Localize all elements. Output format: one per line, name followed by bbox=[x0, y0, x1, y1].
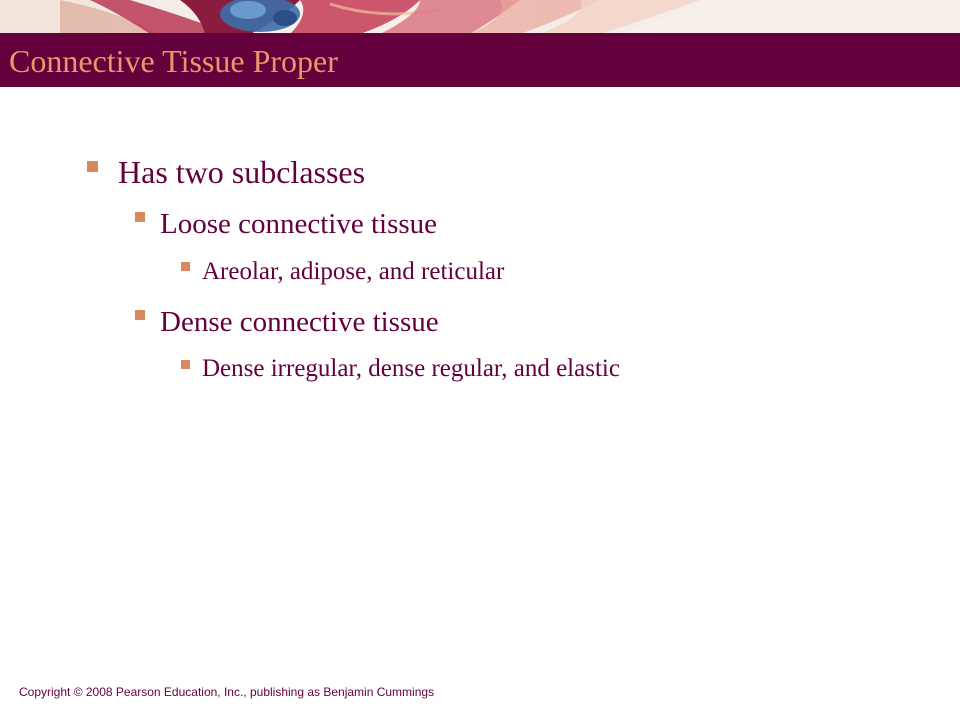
bullet-square-icon bbox=[87, 161, 98, 172]
bullet-level2: Loose connective tissue bbox=[160, 208, 438, 240]
bullet-square-icon bbox=[181, 360, 190, 369]
bullet-level1: Has two subclasses bbox=[118, 154, 366, 190]
slide-title: Connective Tissue Proper bbox=[9, 43, 338, 79]
bullet-square-icon bbox=[181, 262, 190, 271]
bullet-square-icon bbox=[135, 310, 145, 320]
bullet-level3: Areolar, adipose, and reticular bbox=[202, 258, 505, 285]
bullet-square-icon bbox=[135, 212, 145, 222]
bullet-level2: Dense connective tissue bbox=[160, 306, 439, 338]
copyright-footer: Copyright © 2008 Pearson Education, Inc., publishing as Benjamin Cummings bbox=[19, 685, 435, 699]
bullet-level3: Dense irregular, dense regular, and elastic bbox=[202, 355, 620, 382]
